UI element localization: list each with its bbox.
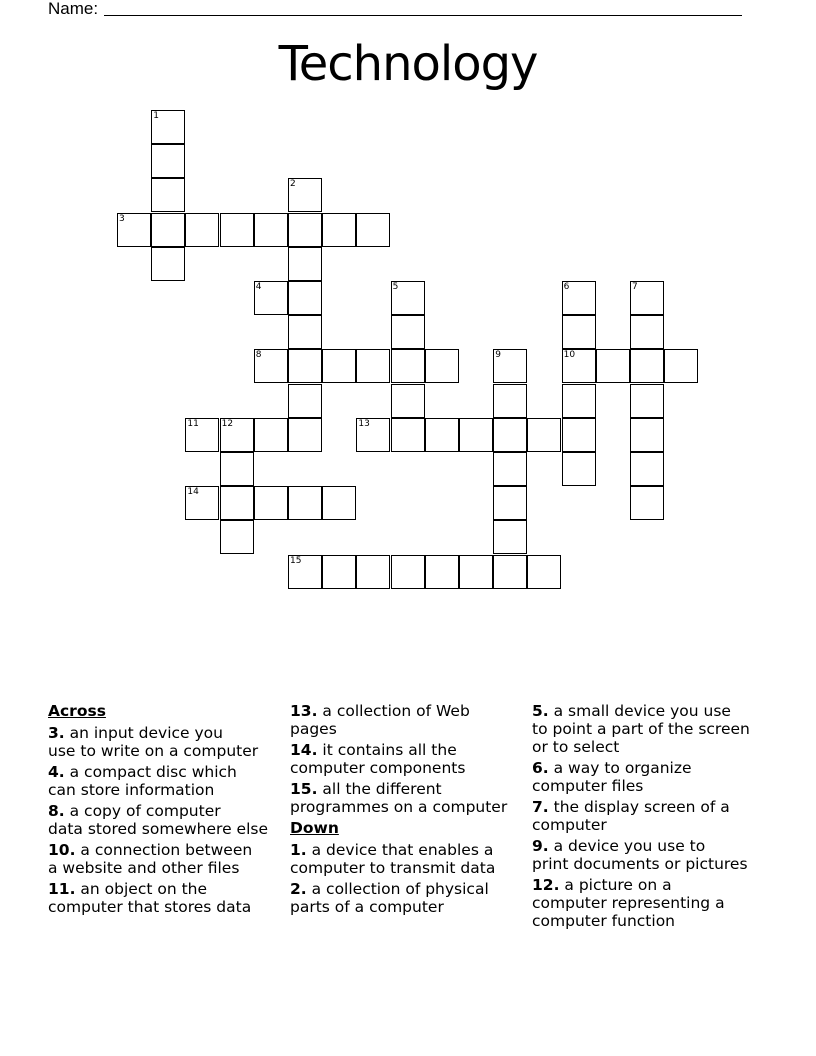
- clue-across-11: [48, 880, 288, 916]
- cell-number: 12: [221, 418, 234, 429]
- clue-text: a connection between a website and other files: [48, 841, 253, 877]
- cell-number: 2: [290, 179, 296, 190]
- clue-down-1: [290, 841, 530, 877]
- grid-cell[interactable]: [630, 315, 664, 349]
- grid-cell[interactable]: [254, 281, 288, 315]
- grid-cell[interactable]: [288, 247, 322, 281]
- grid-cell[interactable]: [151, 247, 185, 281]
- grid-cell[interactable]: [562, 349, 596, 383]
- grid-cell[interactable]: [630, 384, 664, 418]
- grid-cell[interactable]: [630, 452, 664, 486]
- across-heading: Across: [48, 702, 106, 720]
- grid-cell[interactable]: [562, 281, 596, 315]
- grid-cell[interactable]: [630, 281, 664, 315]
- grid-cell[interactable]: [391, 384, 425, 418]
- clue-down-6: [532, 759, 782, 795]
- clue-text: a device you use to print documents or pictures: [532, 837, 748, 873]
- grid-cell[interactable]: [288, 281, 322, 315]
- grid-cell[interactable]: [254, 349, 288, 383]
- clue-across-10: [48, 841, 288, 877]
- cell-number: 4: [255, 282, 262, 292]
- clue-number: 14.: [290, 741, 318, 759]
- grid-cell[interactable]: [630, 418, 664, 452]
- grid-cell[interactable]: [493, 555, 527, 589]
- cell-number: 10: [563, 350, 576, 361]
- grid-cell[interactable]: [151, 178, 185, 212]
- grid-cell[interactable]: [322, 349, 356, 383]
- grid-cell[interactable]: [459, 555, 493, 589]
- grid-cell[interactable]: [493, 452, 527, 486]
- clue-number: 6.: [532, 759, 549, 777]
- clue-number: 1.: [290, 841, 307, 859]
- grid-cell[interactable]: [630, 349, 664, 383]
- grid-cell[interactable]: [220, 213, 254, 247]
- cell-number: 7: [632, 282, 638, 292]
- grid-cell[interactable]: [527, 418, 561, 452]
- clue-down-7: [532, 798, 782, 834]
- clues-column-1: [48, 702, 288, 919]
- clue-number: 11.: [48, 880, 76, 898]
- grid-cell[interactable]: [288, 315, 322, 349]
- clue-across-14: [290, 741, 530, 777]
- clue-down-5: [532, 702, 782, 756]
- cell-number: 5: [392, 282, 399, 292]
- clue-text: a way to organize computer files: [532, 759, 692, 795]
- clue-text: a picture on a computer representing a computer function: [532, 876, 725, 930]
- grid-cell[interactable]: [562, 452, 596, 486]
- clue-text: a copy of computer data stored somewhere else: [48, 802, 268, 838]
- down-heading: Down: [290, 819, 339, 837]
- clue-down-2: [290, 880, 530, 916]
- grid-cell[interactable]: [425, 418, 459, 452]
- clue-number: 7.: [532, 798, 549, 816]
- clue-number: 5.: [532, 702, 549, 720]
- grid-cell[interactable]: [322, 213, 356, 247]
- grid-cell[interactable]: [562, 315, 596, 349]
- puzzle-title: Technology: [278, 36, 538, 92]
- grid-cell[interactable]: [493, 418, 527, 452]
- grid-cell[interactable]: [151, 110, 185, 144]
- clues-column-2: [290, 702, 530, 919]
- grid-cell[interactable]: [322, 486, 356, 520]
- clue-across-13: [290, 702, 530, 738]
- cell-number: 9: [495, 350, 501, 361]
- grid-cell[interactable]: [391, 349, 425, 383]
- grid-cell[interactable]: [151, 213, 185, 247]
- grid-cell[interactable]: [185, 418, 219, 452]
- grid-cell[interactable]: [288, 486, 322, 520]
- clue-across-4: [48, 763, 288, 799]
- clue-number: 2.: [290, 880, 307, 898]
- clues-column-3: [532, 702, 782, 933]
- grid-cell[interactable]: [356, 555, 390, 589]
- cell-number: 1: [153, 111, 159, 121]
- grid-cell[interactable]: [493, 486, 527, 520]
- grid-cell[interactable]: [254, 418, 288, 452]
- grid-cell[interactable]: [391, 315, 425, 349]
- grid-cell[interactable]: [391, 281, 425, 315]
- clue-text: a collection of physical parts of a computer: [290, 880, 489, 916]
- grid-cell[interactable]: [356, 349, 390, 383]
- grid-cell[interactable]: [185, 486, 219, 520]
- grid-cell[interactable]: [220, 520, 254, 554]
- cell-number: 3: [119, 213, 125, 224]
- cell-number: 13: [358, 418, 370, 429]
- cell-number: 8: [255, 350, 262, 361]
- clue-number: 3.: [48, 724, 65, 742]
- grid-cell[interactable]: [493, 520, 527, 554]
- clue-text: it contains all the computer components: [290, 741, 466, 777]
- grid-cell[interactable]: [562, 384, 596, 418]
- grid-cell[interactable]: [664, 349, 698, 383]
- clue-text: a small device you use to point a part of the screen or to select: [532, 702, 750, 756]
- grid-cell[interactable]: [425, 555, 459, 589]
- clue-text: an input device you use to write on a computer: [48, 724, 259, 760]
- grid-cell[interactable]: [493, 349, 527, 383]
- grid-cell[interactable]: [322, 555, 356, 589]
- grid-cell[interactable]: [630, 486, 664, 520]
- grid-cell[interactable]: [288, 349, 322, 383]
- grid-cell[interactable]: [493, 384, 527, 418]
- clue-text: a compact disc which can store information: [48, 763, 237, 799]
- grid-cell[interactable]: [288, 555, 322, 589]
- grid-cell[interactable]: [288, 384, 322, 418]
- cell-number: 15: [290, 555, 302, 566]
- clue-across-8: [48, 802, 288, 838]
- clue-down-12: [532, 876, 782, 930]
- clue-text: a collection of Web pages: [290, 702, 470, 738]
- grid-cell[interactable]: [220, 486, 254, 520]
- clue-text: the display screen of a computer: [532, 798, 730, 834]
- grid-cell[interactable]: [562, 418, 596, 452]
- grid-cell[interactable]: [425, 349, 459, 383]
- grid-cell[interactable]: [596, 349, 630, 383]
- clue-number: 10.: [48, 841, 76, 859]
- grid-cell[interactable]: [185, 213, 219, 247]
- cell-number: 6: [563, 282, 570, 292]
- grid-cell[interactable]: [151, 144, 185, 178]
- name-label: Name:: [48, 0, 99, 18]
- grid-cell[interactable]: [356, 418, 390, 452]
- clue-across-3: [48, 724, 288, 760]
- clue-down-9: [532, 837, 782, 873]
- grid-cell[interactable]: [391, 555, 425, 589]
- clue-number: 4.: [48, 763, 65, 781]
- grid-cell[interactable]: [288, 213, 322, 247]
- clue-number: 8.: [48, 802, 65, 820]
- grid-cell[interactable]: [288, 418, 322, 452]
- grid-cell[interactable]: [117, 213, 151, 247]
- cell-number: 14: [187, 487, 199, 498]
- grid-cell[interactable]: [288, 178, 322, 212]
- clue-across-15: [290, 780, 530, 816]
- grid-cell[interactable]: [220, 418, 254, 452]
- clue-number: 13.: [290, 702, 318, 720]
- clue-text: all the different programmes on a computer: [290, 780, 508, 816]
- grid-cell[interactable]: [220, 452, 254, 486]
- grid-cell[interactable]: [527, 555, 561, 589]
- clue-text: an object on the computer that stores data: [48, 880, 252, 916]
- clue-number: 12.: [532, 876, 560, 894]
- grid-cell[interactable]: [459, 418, 493, 452]
- grid-cell[interactable]: [254, 213, 288, 247]
- clue-number: 15.: [290, 780, 318, 798]
- grid-cell[interactable]: [391, 418, 425, 452]
- clue-text: a device that enables a computer to transmit data: [290, 841, 496, 877]
- grid-cell[interactable]: [356, 213, 390, 247]
- grid-cell[interactable]: [254, 486, 288, 520]
- clue-number: 9.: [532, 837, 549, 855]
- cell-number: 11: [187, 418, 199, 429]
